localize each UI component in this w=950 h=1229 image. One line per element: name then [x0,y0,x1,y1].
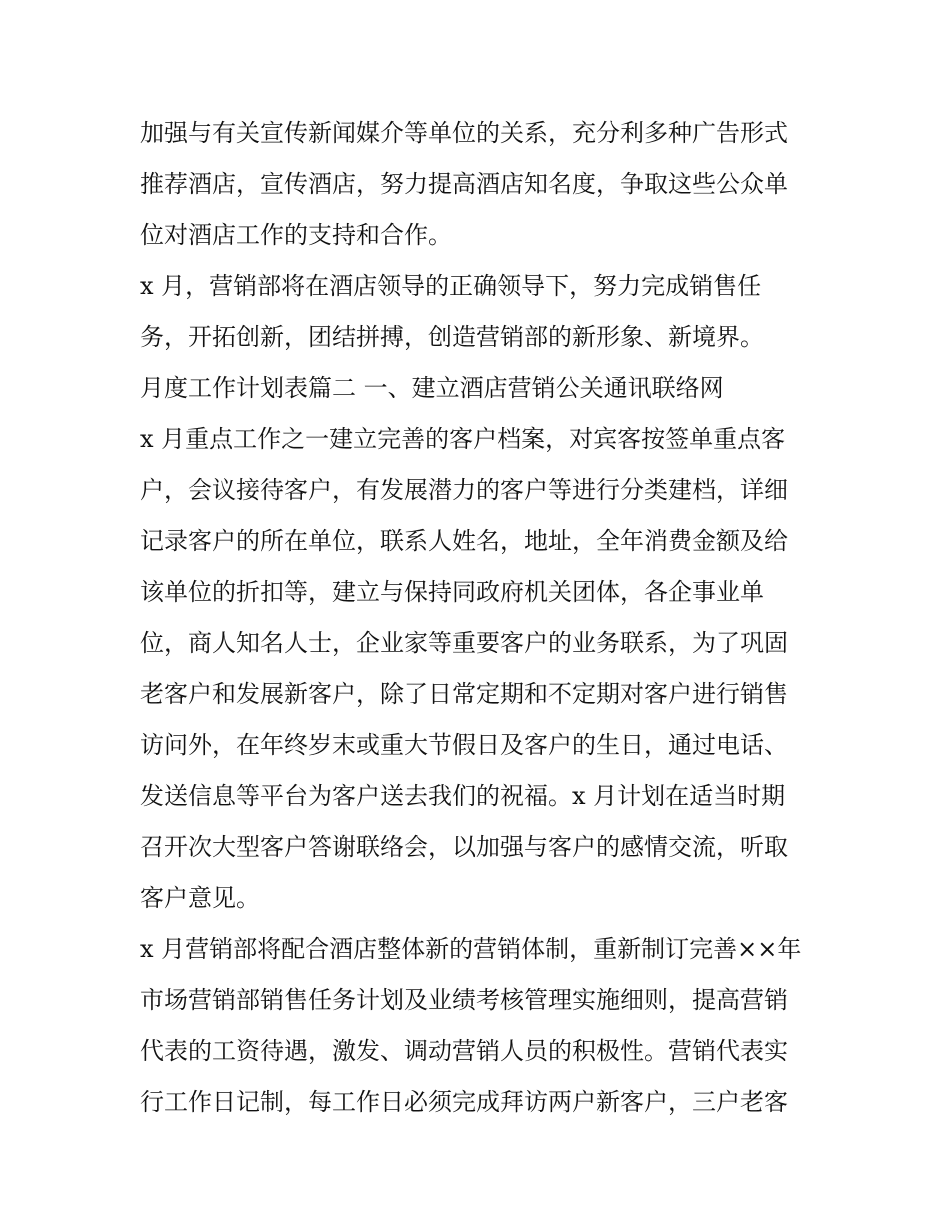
text-line-12: 老客户和发展新客户，除了日常定期和不定期对客户进行销售 [140,680,788,708]
section-heading: 月度工作计划表篇二 一、建立酒店营销公关通讯联络网 [140,374,724,402]
body-text [140,108,820,1128]
text-line-1: 加强与有关宣传新闻媒介等单位的关系，充分利多种广告形式 [140,119,788,147]
text-line-4: x 月，营销部将在酒店领导的正确领导下，努力完成销售任 [140,272,762,300]
text-line-20: 行工作日记制，每工作日必须完成拜访两户新客户，三户老客 [140,1088,788,1116]
text-line-7: x 月重点工作之一建立完善的客户档案，对宾客按签单重点客 [140,425,786,453]
text-line-11: 位，商人知名人士，企业家等重要客户的业务联系，为了巩固 [140,629,788,657]
text-line-14: 发送信息等平台为客户送去我们的祝福。x 月计划在适当时期 [140,782,786,810]
text-line-18: 市场营销部销售任务计划及业绩考核管理实施细则，提高营销 [140,986,788,1014]
text-line-17: x 月营销部将配合酒店整体新的营销体制，重新制订完善××年 [140,935,802,963]
text-line-9: 记录客户的所在单位，联系人姓名，地址，全年消费金额及给 [140,527,788,555]
text-line-13: 访问外，在年终岁末或重大节假日及客户的生日，通过电话、 [140,731,788,759]
text-line-10: 该单位的折扣等，建立与保持同政府机关团体，各企事业单 [140,578,764,606]
text-line-19: 代表的工资待遇，激发、调动营销人员的积极性。营销代表实 [140,1037,788,1065]
text-line-15: 召开次大型客户答谢联络会，以加强与客户的感情交流，听取 [140,833,788,861]
text-line-16: 客户意见。 [140,884,260,912]
text-line-5: 务，开拓创新，团结拼搏，创造营销部的新形象、新境界。 [140,323,764,351]
text-line-2: 推荐酒店，宣传酒店，努力提高酒店知名度，争取这些公众单 [140,170,788,198]
text-line-8: 户，会议接待客户，有发展潜力的客户等进行分类建档，详细 [140,476,788,504]
text-line-3: 位对酒店工作的支持和合作。 [140,221,452,249]
